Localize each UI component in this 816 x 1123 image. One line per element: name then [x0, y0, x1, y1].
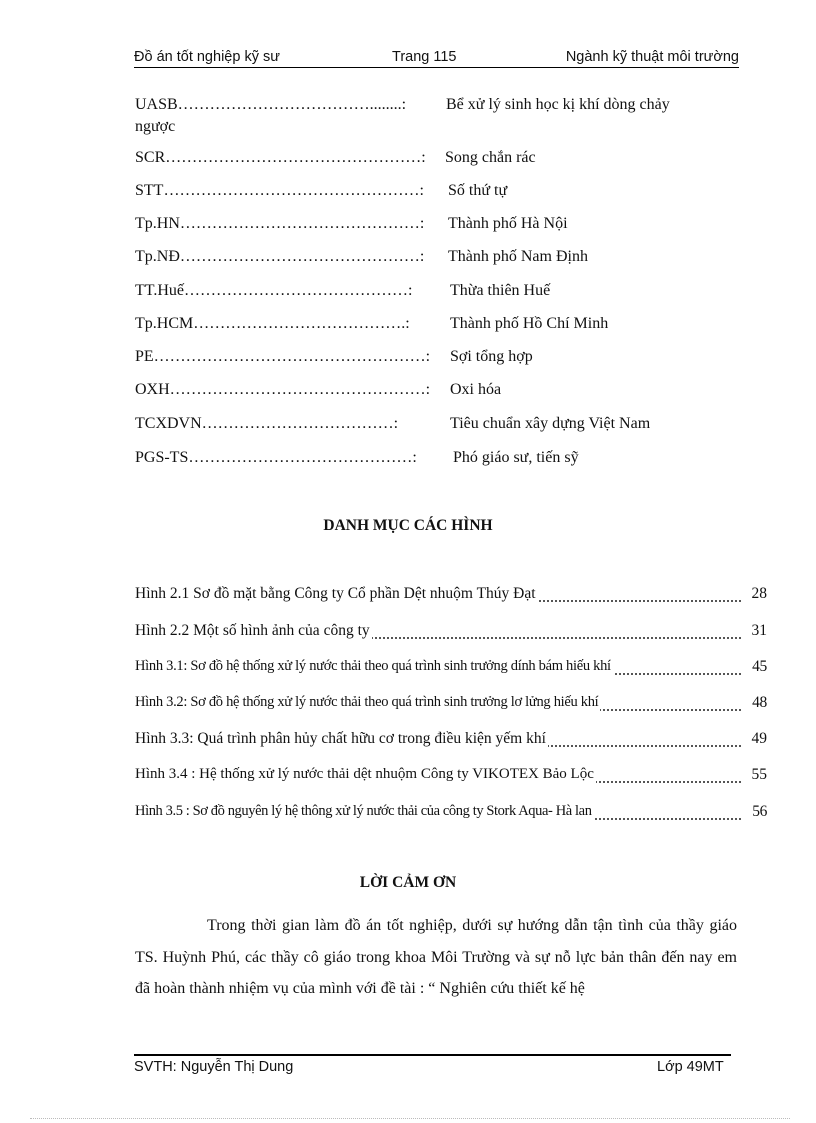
figure-page: 45: [743, 658, 767, 676]
figure-entry[interactable]: [135, 622, 767, 642]
abbreviation-key: PGS-TS……………………………………:: [135, 449, 417, 466]
abbreviation-key: STT…………………………………………:: [135, 182, 424, 199]
abbreviation-value: Bể xử lý sinh học kị khí dòng chảy: [446, 96, 670, 113]
footer-rule: [134, 1054, 731, 1056]
abbreviation-key: TT.Huế……………………………………:: [135, 282, 413, 299]
thanks-heading: LỜI CẢM ƠN: [359, 874, 457, 891]
abbreviation-row: [135, 96, 670, 114]
abbreviation-value: Oxi hóa: [450, 381, 502, 398]
abbreviation-row: [135, 315, 609, 333]
figure-title: Hình 3.4 : Hệ thống xử lý nước thải dệt nhuộm Công ty VIKOTEX Bảo Lộc: [135, 766, 594, 782]
abbreviation-key: Tp.HN………………………………………:: [135, 215, 425, 232]
figure-title: Hình 3.1: Sơ đồ hệ thống xử lý nước thải theo quá trình sinh trưởng dính bám hiếu khí: [135, 658, 611, 674]
abbreviation-key: Tp.NĐ………………………………………:: [135, 248, 425, 265]
abbreviation-row: [135, 248, 588, 266]
abbreviation-value: Sợi tổng hợp: [450, 348, 533, 365]
figure-page: 55: [743, 766, 767, 784]
figure-page: 56: [743, 803, 767, 821]
figures-heading: DANH MỤC CÁC HÌNH: [323, 517, 493, 534]
abbreviation-continuation: ngược: [135, 118, 176, 135]
figure-page: 48: [743, 694, 767, 712]
abbreviation-value: Thành phố Nam Định: [448, 248, 588, 265]
abbreviation-key: Tp.HCM………………………………….:: [135, 315, 410, 332]
abbreviation-key: SCR…………………………………………:: [135, 149, 426, 166]
figure-page: 49: [743, 730, 767, 748]
figure-title: Hình 3.3: Quá trình phân hủy chất hữu cơ trong điều kiện yếm khí: [135, 730, 546, 747]
abbreviation-value: Số thứ tự: [448, 182, 508, 199]
abbreviation-value: Song chắn rác: [445, 149, 536, 166]
figure-entry[interactable]: [135, 585, 767, 605]
abbreviation-key: OXH…………………………………………:: [135, 381, 431, 398]
header-left: Đồ án tốt nghiệp kỹ sư: [134, 49, 280, 65]
abbreviation-row: [135, 215, 568, 233]
footer-student: SVTH: Nguyễn Thị Dung: [134, 1059, 294, 1075]
figure-entry[interactable]: [135, 766, 767, 786]
figure-entry[interactable]: [135, 658, 767, 678]
abbreviation-value: Thừa thiên Huế: [450, 282, 551, 299]
abbreviation-row: [135, 182, 508, 200]
figure-title: Hình 3.2: Sơ đồ hệ thống xử lý nước thải theo quá trình sinh trưởng lơ lửng hiếu khí: [135, 694, 599, 710]
abbreviation-key: UASB………………………………........:: [135, 96, 407, 113]
abbreviation-row: [135, 415, 651, 433]
figure-title: Hình 2.1 Sơ đồ mặt bằng Công ty Cổ phần Dệt nhuộm Thúy Đạt: [135, 585, 536, 602]
header-page-number: Trang 115: [392, 49, 457, 65]
figure-title: Hình 3.5 : Sơ đồ nguyên lý hệ thông xử lý nước thải của công ty Stork Aqua- Hà lan: [135, 803, 592, 819]
abbreviation-row: [135, 282, 551, 300]
header-right: Ngành kỹ thuật môi trường: [565, 49, 739, 65]
abbreviation-value: Tiêu chuẩn xây dựng Việt Nam: [450, 415, 651, 432]
abbreviation-row: [135, 381, 502, 399]
abbreviation-value: Phó giáo sư, tiến sỹ: [453, 449, 579, 466]
page-bottom-border: [30, 1118, 790, 1119]
page-header: [134, 47, 739, 68]
abbreviation-row: [135, 348, 533, 366]
abbreviation-key: TCXDVN………………………………:: [135, 415, 399, 432]
abbreviation-row: [135, 149, 536, 167]
figure-page: 31: [743, 622, 767, 640]
abbreviation-value: Thành phố Hồ Chí Minh: [450, 315, 609, 332]
abbreviation-value: Thành phố Hà Nội: [448, 215, 568, 232]
abbreviation-key: PE……………………………………………:: [135, 348, 431, 365]
abbreviation-row: [135, 449, 579, 467]
figure-entry[interactable]: [135, 803, 767, 823]
figure-entry[interactable]: [135, 730, 767, 750]
figure-entry[interactable]: [135, 694, 767, 714]
figure-title: Hình 2.2 Một số hình ảnh của công ty: [135, 622, 370, 639]
thanks-paragraph: Trong thời gian làm đồ án tốt nghiệp, dưới sự hướng dẫn tận tình của thầy giáo TS. Huỳnh Phú, các thầy cô giáo trong khoa Môi Trường và sự nỗ lực bản thân đến nay em đã hoàn thành nhiệm vụ của mình với đề tài : “ Nghiên cứu thiết kế hệ: [135, 917, 737, 997]
footer-class: Lớp 49MT: [657, 1059, 724, 1075]
figure-page: 28: [743, 585, 767, 603]
